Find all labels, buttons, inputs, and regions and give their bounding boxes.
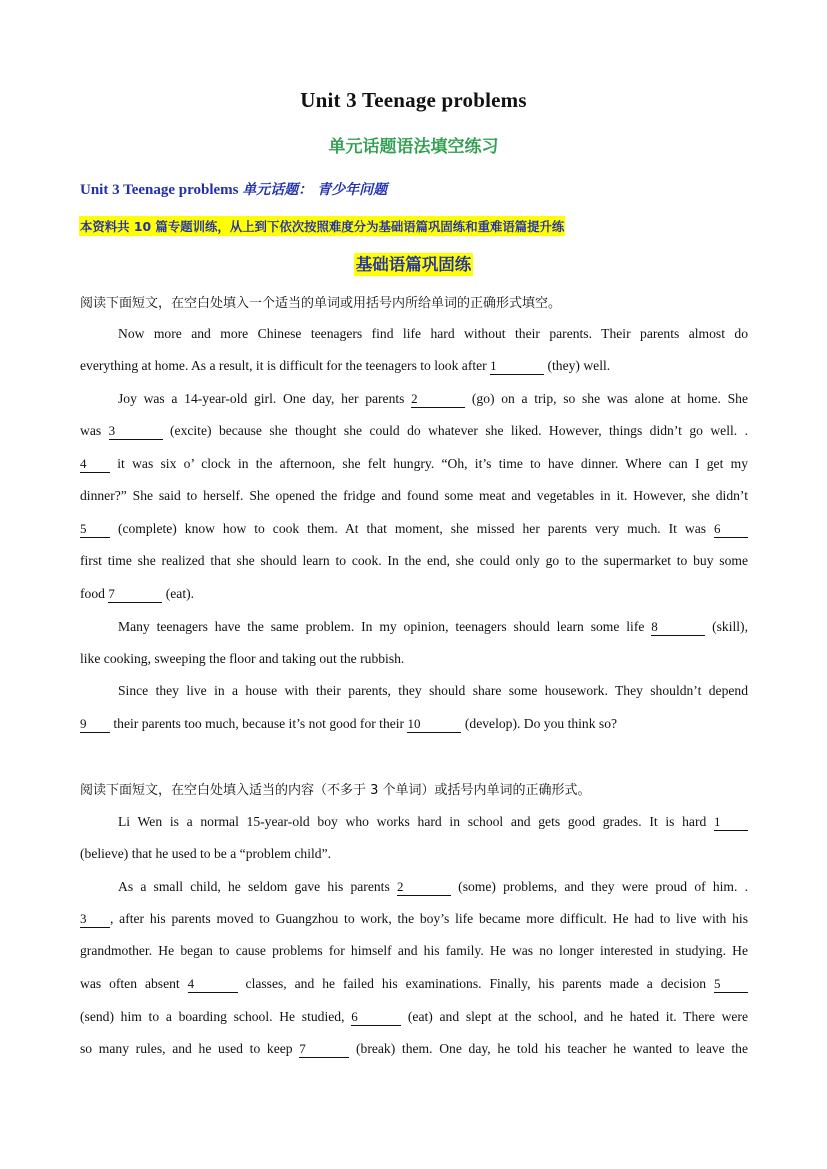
passage2-line: so many rules, and he used to keep 7 (break) them. One day, he told his teacher he wanted to leave the [80,1041,748,1056]
blank: 6 [351,1009,401,1026]
passage2-line: grandmother. He began to cause problems for himself and his family. He was no longer interested in studying. He [80,943,748,958]
blank: 4 [80,456,110,473]
blank: 4 [188,976,238,993]
section-heading [0,251,827,275]
blank: 2 [397,879,451,896]
passage2-line: Li Wen is a normal 15-year-old boy who works hard in school and gets good grades. It is hard 1 [118,812,748,832]
passage2-instruction: 阅读下面短文，在空白处填入适当的内容（不多于 3 个单词）或括号内单词的正确形式。 [80,783,591,798]
passage2-line: 3 , after his parents moved to Guangzhou to work, the boy’s life became more difficult. He had to live with his [80,911,748,926]
passage2-line: was often absent 4 classes, and he failed his examinations. Finally, his parents made a decision 5 [80,974,748,994]
passage1-line: 9 their parents too much, because it’s not good for their 10 (develop). Do you think so? [80,716,618,731]
passage2-line: (believe) that he used to be a “problem child”. [80,846,332,861]
passage1-line: first time she realized that she should learn to cook. In the end, she could only go to the supermarket to buy some [80,553,748,568]
blank: 10 [407,716,461,733]
passage2-line: As a small child, he seldom gave his parents 2 (some) problems, and they were proud of him. . [118,879,749,894]
highlight-notice: 本资料共 10 篇专题训练，从上到下依次按照难度分为基础语篇巩固练和重难语篇提升练 [79,216,565,236]
blank: 5 [714,976,748,993]
section-title: 基础语篇巩固练 [355,255,472,274]
topic-line [80,179,387,199]
passage1-line: everything at home. As a result, it is difficult for the teenagers to look after 1 (they) well. [80,358,611,373]
passage1-line: dinner?” She said to herself. She opened the fridge and found some meat and vegetables in it. However, she didn’t [80,488,748,503]
passage1-line: 5 (complete) know how to cook them. At that moment, she missed her parents very much. It was 6 [80,519,748,539]
passage1-line: like cooking, sweeping the floor and taking out the rubbish. [80,651,405,666]
document-title: Unit 3 Teenage problems [300,88,527,112]
passage1-instruction: 阅读下面短文，在空白处填入一个适当的单词或用括号内所给单词的正确形式填空。 [80,296,562,311]
blank: 2 [411,391,465,408]
passage2-line: (send) him to a boarding school. He studied, 6 (eat) and slept at the school, and he hated it. There were [80,1009,748,1024]
blank: 1 [714,814,748,831]
blank: 9 [80,716,110,733]
blank: 5 [80,521,110,538]
passage1-line: Now more and more Chinese teenagers find life hard without their parents. Their parents almost do [118,326,748,341]
blank: 7 [299,1041,349,1058]
passage1-line: food 7 (eat). [80,586,195,601]
blank: 3 [80,911,110,928]
passage1-line: was 3 (excite) because she thought she could do whatever she liked. However, things didn’t go well. . [80,423,748,438]
topic-english: Unit 3 Teenage problems [80,182,243,198]
blank: 1 [490,358,544,375]
topic-chinese: 单元话题： 青少年问题 [242,182,388,198]
passage1-line: 4 it was six o’ clock in the afternoon, she felt hungry. “Oh, it’s time to have dinner. Where can I get my [80,456,748,471]
blank: 6 [714,521,748,538]
document-subtitle: 单元话题语法填空练习 [328,137,499,157]
passage1-line: Many teenagers have the same problem. In my opinion, teenagers should learn some life 8 (skill), [118,619,748,634]
blank: 3 [109,423,163,440]
passage1-line: Since they live in a house with their parents, they should share some housework. They shouldn’t depend [118,683,748,698]
blank: 8 [651,619,705,636]
passage1-line: Joy was a 14-year-old girl. One day, her parents 2 (go) on a trip, so she was alone at home. She [118,391,748,406]
blank: 7 [108,586,162,603]
